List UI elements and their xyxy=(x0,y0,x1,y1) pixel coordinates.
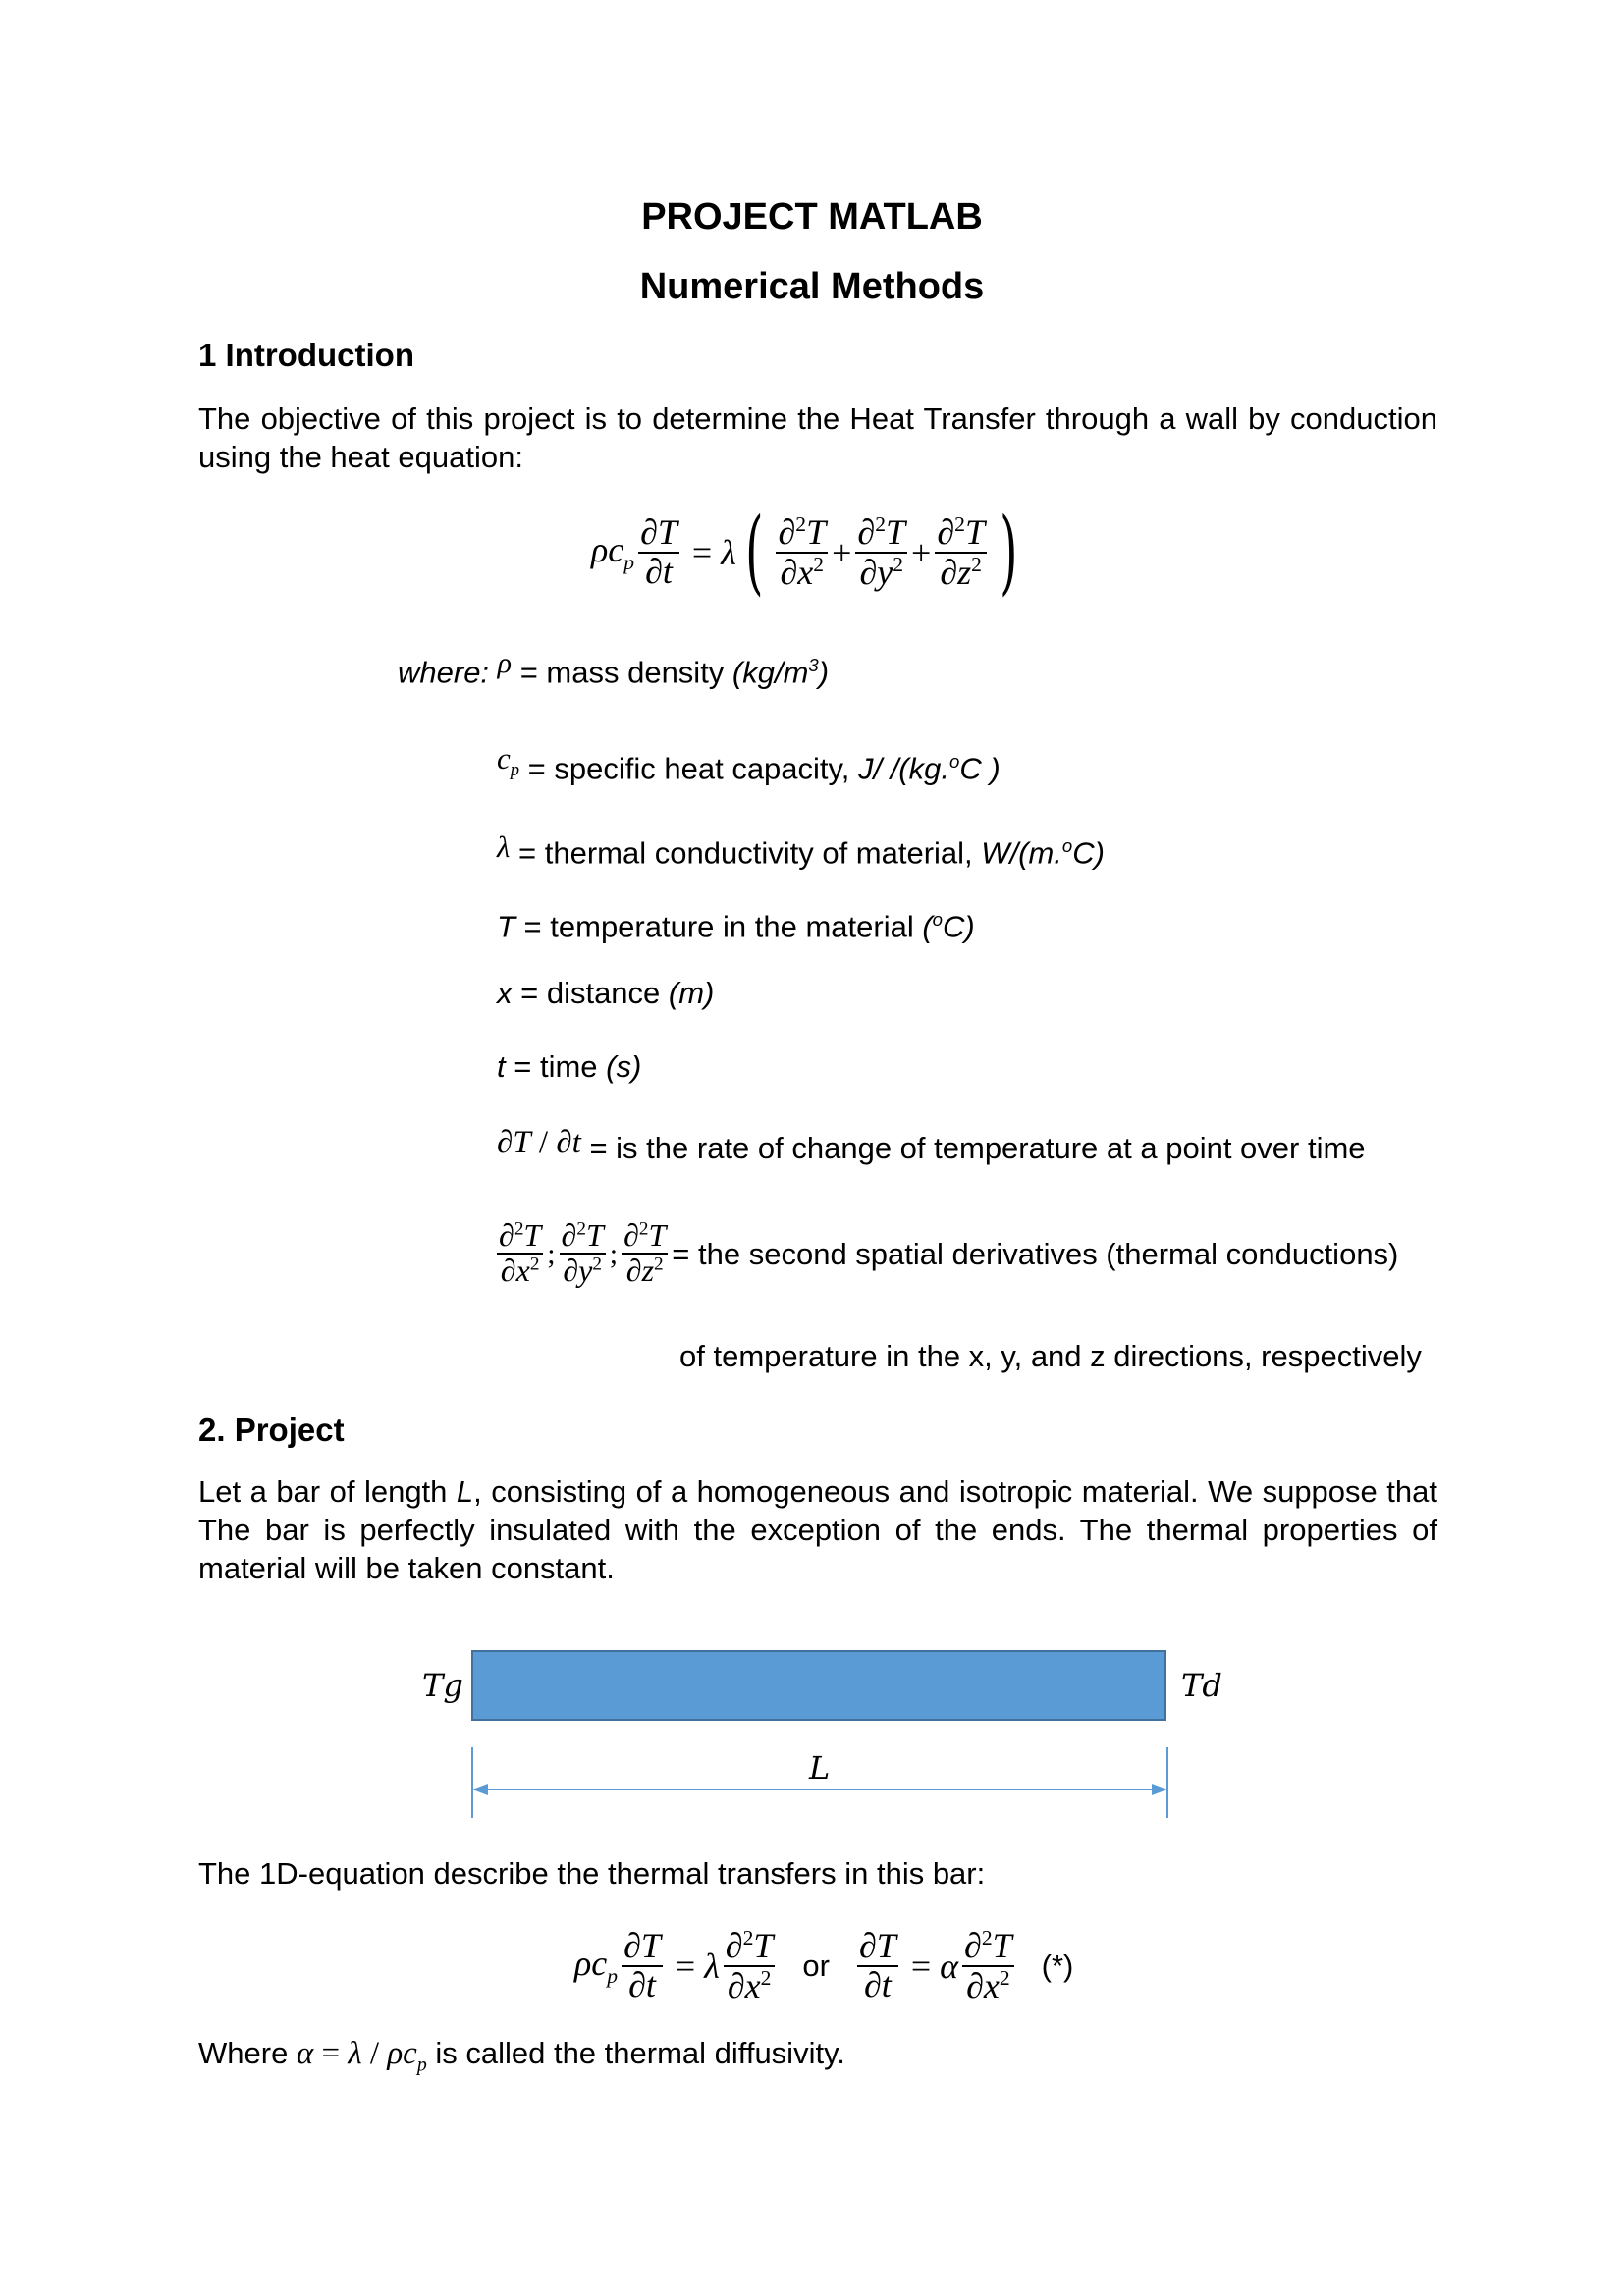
cp-text: = specific heat capacity, xyxy=(519,751,858,786)
definition-lambda xyxy=(497,827,1105,872)
definition-distance xyxy=(497,974,714,1012)
rho-unit-close: ) xyxy=(818,655,830,690)
heat-equation-1d: $\rho c_p$ $\frac{\partial T}{\partial t}$ = λ $\frac{\partial^2T}{\partial x^2}$ or $\frac{\partial T}{\partial t}$ = α $\frac{\partial^2T}{\partial x^2}$ (*) xyxy=(574,1926,1074,2005)
t-unit: (s) xyxy=(606,1049,642,1084)
arrowhead-right xyxy=(1152,1784,1167,1795)
rho-unit-sup: 3 xyxy=(808,655,819,675)
T-unit-sup: o xyxy=(932,909,944,930)
t-text: = time xyxy=(505,1049,607,1084)
t-symbol: t xyxy=(497,1049,506,1084)
second-derivative-symbols: $\frac{\partial^2T}{\partial x^2}$ ; $\frac{\partial^2T}{\partial y^2}$ ; $\frac{\partial^2T}{\partial z^2}$ xyxy=(499,1217,667,1288)
equation-tag: (*) xyxy=(1041,1949,1074,1983)
project-paragraph: Let a bar of length L, consisting of a homogeneous and isotropic material. We suppose that The bar is perfectly insulated with the exception of the ends. The thermal properties of material will be taken constant. xyxy=(198,1474,1437,1585)
T-text: = temperature in the material xyxy=(514,909,923,944)
T-unit-close: C) xyxy=(943,909,975,944)
intro-paragraph: The objective of this project is to determine the Heat Transfer through a wall by conduction using the heat equation: xyxy=(198,401,1437,474)
rho-symbol: ρ xyxy=(497,647,513,680)
cp-unit: J/ /(kg. xyxy=(857,751,949,786)
lambda-unit-close: C) xyxy=(1072,835,1105,871)
definition-second-derivatives xyxy=(497,1209,1398,1298)
page-title: PROJECT MATLAB xyxy=(641,196,983,238)
diffusivity-formula: $\alpha = \lambda / \rho c_p$ xyxy=(296,2036,427,2076)
length-label: L xyxy=(809,1749,831,1787)
equation-1d-intro: The 1D-equation describe the thermal transfers in this bar: xyxy=(198,1856,986,1891)
lambda-symbol: λ xyxy=(497,829,511,865)
cp-unit-sup: o xyxy=(948,751,960,772)
diffusivity-post: is called the thermal diffusivity. xyxy=(426,2036,845,2070)
or-text: or xyxy=(802,1949,830,1983)
bar xyxy=(472,1651,1165,1720)
definition-rate xyxy=(497,1125,1366,1168)
where-label: where: xyxy=(398,655,490,690)
x-text: = distance xyxy=(512,976,669,1010)
rho-unit: (kg/m xyxy=(731,655,809,690)
definition-cp xyxy=(497,742,1001,800)
left-temperature-label: Tg xyxy=(422,1667,463,1704)
second-derivatives-text: = the second spatial derivatives (thermal conductions) xyxy=(672,1236,1399,1271)
diffusivity-pre: Where xyxy=(198,2036,297,2070)
cp-unit-close: C ) xyxy=(959,751,1001,786)
rate-text: = is the rate of change of temperature at a point over time xyxy=(580,1131,1366,1165)
right-temperature-label: Td xyxy=(1181,1667,1222,1704)
x-unit: (m) xyxy=(668,976,715,1010)
page-subtitle: Numerical Methods xyxy=(639,266,985,307)
x-symbol: x xyxy=(497,976,513,1010)
T-unit: ( xyxy=(922,909,933,944)
diffusivity-sentence xyxy=(198,2034,845,2085)
second-derivatives-continuation: of temperature in the x, y, and z directions, respectively xyxy=(679,1339,1422,1373)
T-symbol: T xyxy=(497,909,515,944)
heat-equation-3d: $\rho c_p$ $\frac{\partial T}{\partial t}$ = λ ( $\frac{\partial^2T}{\partial x^2}$ + $\frac{\partial^2T}{\partial y^2}$ + $\frac{\partial^2T}{\partial z^2}$ ) xyxy=(591,499,1018,606)
cp-symbol: $c_p$ xyxy=(497,741,520,781)
lambda-text: = thermal conductivity of material, xyxy=(510,835,982,871)
lambda-unit: W/(m. xyxy=(981,835,1062,871)
definition-temperature xyxy=(497,900,975,945)
section-heading-introduction: 1 Introduction xyxy=(198,337,414,373)
definition-rho xyxy=(398,646,829,692)
bar-diagram xyxy=(0,1629,1624,1845)
rho-text: = mass density xyxy=(512,655,732,690)
section-heading-project: 2. Project xyxy=(198,1412,345,1448)
arrowhead-left xyxy=(472,1784,488,1795)
dT-dt-symbol: ∂T / ∂t xyxy=(497,1125,581,1160)
definition-time xyxy=(497,1047,641,1086)
lambda-unit-sup: o xyxy=(1061,835,1073,856)
